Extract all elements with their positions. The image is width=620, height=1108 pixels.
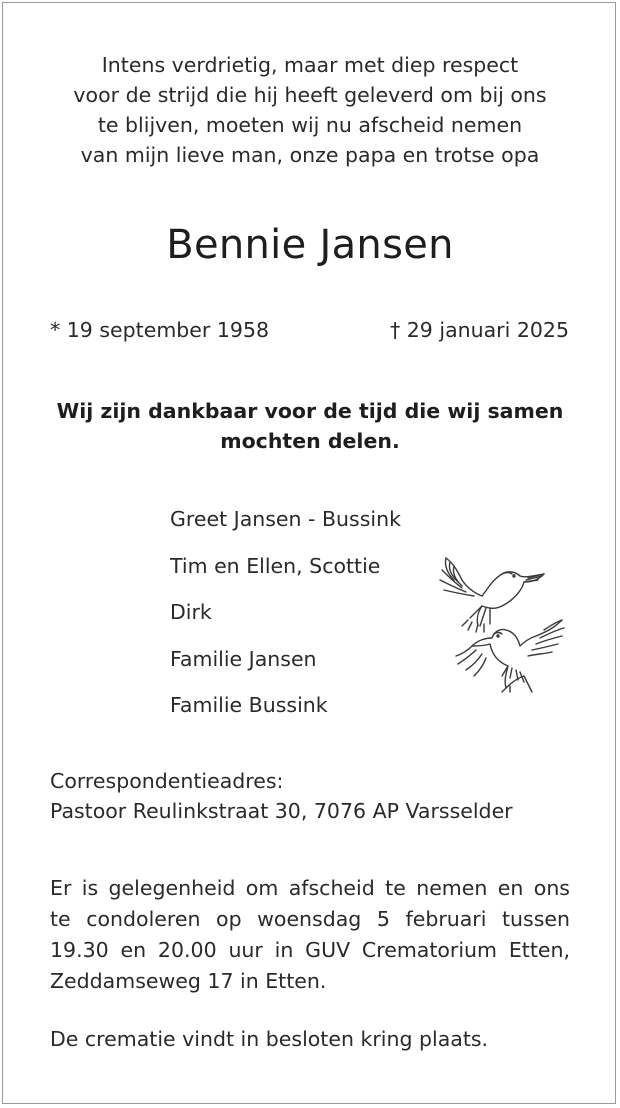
dove-lower-icon xyxy=(456,620,564,692)
visitation-line: 19.30 en 20.00 uur in GUV Crematorium Etten, xyxy=(50,938,570,962)
intro-line: van mijn lieve man, onze papa en trotse opa xyxy=(80,143,540,167)
dove-upper-icon xyxy=(440,558,544,632)
family-list xyxy=(170,504,401,737)
intro-line: Intens verdrietig, maar met diep respect xyxy=(101,53,519,77)
intro-line: voor de strijd die hij heeft geleverd om bij ons xyxy=(73,83,547,107)
correspondence-address: Pastoor Reulinkstraat 30, 7076 AP Varsselder xyxy=(50,799,513,823)
correspondence-block xyxy=(50,766,513,826)
visitation-text xyxy=(50,873,570,997)
visitation-line: Zeddamseweg 17 in Etten. xyxy=(50,969,327,993)
family-member: Familie Jansen xyxy=(170,646,317,671)
family-member: Tim en Ellen, Scottie xyxy=(170,553,381,578)
doves-icon xyxy=(432,550,572,695)
death-date: † 29 januari 2025 xyxy=(390,318,569,342)
gratitude-line: mochten delen. xyxy=(220,429,400,453)
visitation-line: Er is gelegenheid om afscheid te nemen en ons xyxy=(50,876,570,900)
visitation-line: te condoleren op woensdag 5 februari tussen xyxy=(50,907,570,931)
birth-date: * 19 september 1958 xyxy=(50,318,270,342)
family-member: Greet Jansen - Bussink xyxy=(170,507,401,531)
gratitude-line: Wij zijn dankbaar voor de tijd die wij samen xyxy=(56,399,564,423)
cremation-note: De crematie vindt in besloten kring plaats. xyxy=(50,1027,489,1051)
gratitude-text xyxy=(0,396,620,456)
deceased-name: Bennie Jansen xyxy=(166,222,454,268)
family-member: Familie Bussink xyxy=(170,693,328,717)
family-member: Dirk xyxy=(170,600,212,624)
intro-text xyxy=(0,50,620,170)
correspondence-label: Correspondentieadres: xyxy=(50,769,284,793)
intro-line: te blijven, moeten wij nu afscheid nemen xyxy=(97,113,523,137)
